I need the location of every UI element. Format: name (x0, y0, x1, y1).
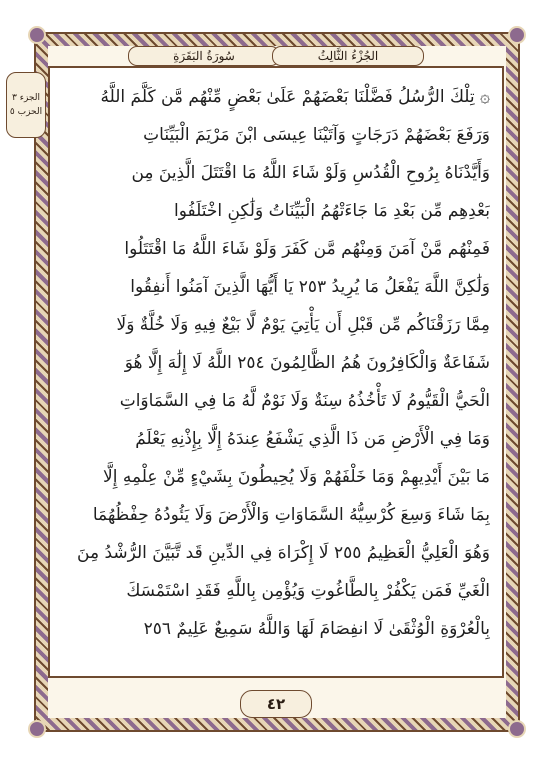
text-line: وَهُوَ الْعَلِيُّ الْعَظِيمُ ٢٥٥ لَا إِكْرَاهَ فِي الدِّينِ قَد تَّبَيَّنَ الرُّشْدُ مِنَ (77, 543, 490, 563)
text-line: وَلَٰكِنَّ اللَّهَ يَفْعَلُ مَا يُرِيدُ ٢٥٣ يَا أَيُّهَا الَّذِينَ آمَنُوا أَنفِقُوا (130, 277, 490, 297)
text-line: بَعْدِهِم مِّن بَعْدِ مَا جَاءَتْهُمُ الْبَيِّنَاتُ وَلَٰكِنِ اخْتَلَفُوا (173, 201, 490, 221)
text-line: مَا بَيْنَ أَيْدِيهِمْ وَمَا خَلْفَهُمْ وَلَا يُحِيطُونَ بِشَيْءٍ مِّنْ عِلْمِهِ إِلَّا (103, 467, 490, 487)
corner-ornament-bottom-right (508, 720, 526, 738)
text-line: بِالْعُرْوَةِ الْوُثْقَىٰ لَا انفِصَامَ لَهَا وَاللَّهُ سَمِيعٌ عَلِيمٌ ٢٥٦ (143, 619, 490, 639)
text-line: فَمِنْهُم مَّنْ آمَنَ وَمِنْهُم مَّن كَفَرَ وَلَوْ شَاءَ اللَّهُ مَا اقْتَتَلُوا (124, 239, 490, 259)
text-line: الْحَيُّ الْقَيُّومُ لَا تَأْخُذُهُ سِنَةٌ وَلَا نَوْمٌ لَّهُ مَا فِي السَّمَاوَاتِ (119, 391, 490, 411)
corner-ornament-bottom-left (28, 720, 46, 738)
text-line: الْغَيِّ فَمَن يَكْفُرْ بِالطَّاغُوتِ وَيُؤْمِن بِاللَّهِ فَقَدِ اسْتَمْسَكَ (126, 581, 490, 601)
side-badge-juz: الجزء ٣ (12, 93, 40, 103)
text-line: شَفَاعَةٌ وَالْكَافِرُونَ هُمُ الظَّالِمُونَ ٢٥٤ اللَّهُ لَا إِلَٰهَ إِلَّا هُوَ (124, 353, 490, 373)
page-number: ٤٢ (240, 690, 312, 718)
text-line: وَرَفَعَ بَعْضَهُمْ دَرَجَاتٍ وَآتَيْنَا عِيسَى ابْنَ مَرْيَمَ الْبَيِّنَاتِ (143, 125, 490, 145)
text-line: مِمَّا رَزَقْنَاكُم مِّن قَبْلِ أَن يَأْتِيَ يَوْمٌ لَّا بَيْعٌ فِيهِ وَلَا خُلَّةٌ وَلَا (116, 315, 490, 335)
text-line: بِمَا شَاءَ وَسِعَ كُرْسِيُّهُ السَّمَاوَاتِ وَالْأَرْضَ وَلَا يَئُودُهُ حِفْظُهُمَا (92, 505, 490, 525)
juz-label: الجُزْءُ الثَّالِثُ (272, 46, 424, 66)
text-line: وَمَا فِي الْأَرْضِ مَن ذَا الَّذِي يَشْفَعُ عِندَهُ إِلَّا بِإِذْنِهِ يَعْلَمُ (135, 429, 490, 449)
page-header (48, 46, 504, 66)
surah-name-label: سُورَةُ البَقَرَةِ (128, 46, 280, 66)
hizb-side-badge (6, 72, 46, 138)
side-badge-hizb: الحزب ٥ (9, 107, 43, 117)
text-line: وَأَيَّدْنَاهُ بِرُوحِ الْقُدُسِ وَلَوْ شَاءَ اللَّهُ مَا اقْتَتَلَ الَّذِينَ مِن (131, 163, 490, 183)
quran-text-area (62, 78, 490, 668)
corner-ornament-top-right (508, 26, 526, 44)
text-line: ۞ تِلْكَ الرُّسُلُ فَضَّلْنَا بَعْضَهُمْ عَلَىٰ بَعْضٍ مِّنْهُم مَّن كَلَّمَ اللَّهُ (100, 87, 490, 107)
corner-ornament-top-left (28, 26, 46, 44)
